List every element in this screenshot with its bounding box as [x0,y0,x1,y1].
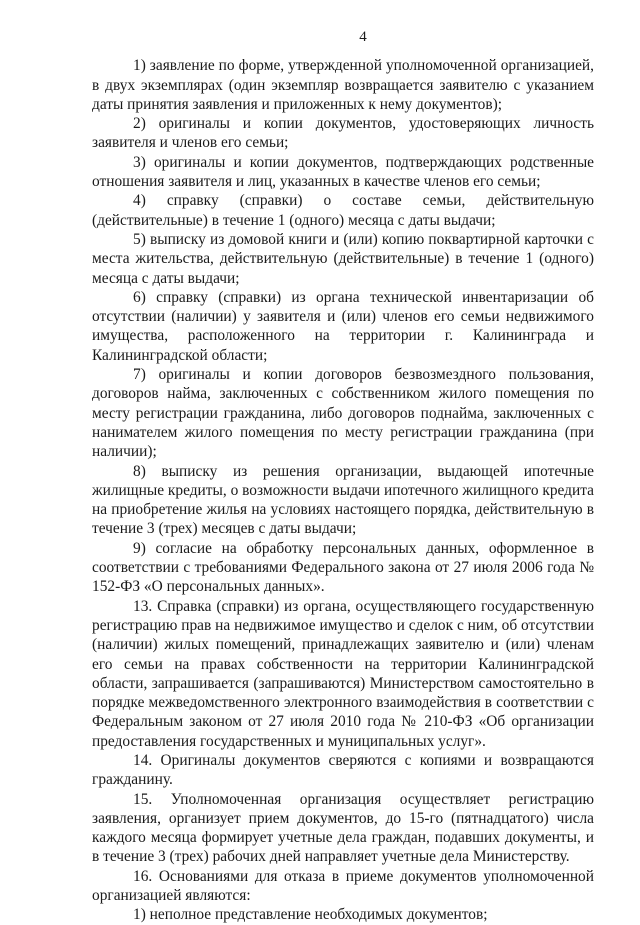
list-item-5: 5) выписку из домовой книги и (или) копию поквартирной карточки с места жительства, действительную (действительные) в течение 1 (одного) месяца с даты выдачи; [92,230,594,287]
clause-13: 13. Справка (справки) из органа, осуществляющего государственную регистрацию прав на недвижимое имущество и сделок с ним, об отсутствии (наличии) жилых помещений, принадлежащих заявителю и (или) членам его семьи на правах собственности на территории Калининградской области, запрашивается (запрашиваются) Министерством самостоятельно в порядке межведомственного электронного взаимодействия в соответствии с Федеральным законом от 27 июля 2010 года № 210-ФЗ «Об организации предоставления государственных и муниципальных услуг». [92,597,594,750]
list-item-6: 6) справку (справки) из органа технической инвентаризации об отсутствии (наличии) у заявителя и (или) членов его семьи недвижимого имущества, расположенного на территории г. Калининграда и Калининградской области; [92,288,594,364]
clause-14: 14. Оригиналы документов сверяются с копиями и возвращаются гражданину. [92,751,594,789]
clause-15: 15. Уполномоченная организация осуществляет регистрацию заявления, организует прием документов, до 15-го (пятнадцатого) числа каждого месяца формирует учетные дела граждан, подавших документы, и в течение 3 (трех) рабочих дней направляет учетные дела Министерству. [92,790,594,866]
list-item-8: 8) выписку из решения организации, выдающей ипотечные жилищные кредиты, о возможности выдачи ипотечного жилищного кредита на приобретение жилья на условиях настоящего порядка, действительную в течение 3 (трех) месяцев с даты выдачи; [92,462,594,538]
list-item-2: 2) оригиналы и копии документов, удостоверяющих личность заявителя и членов его семьи; [92,115,594,152]
list-item-1: 1) заявление по форме, утвержденной уполномоченной организацией, в двух экземплярах (один экземпляр возвращается заявителю с указанием даты принятия заявления и приложенных к нему документов); [92,57,594,113]
list-item-7: 7) оригиналы и копии договоров безвозмездного пользования, договоров найма, заключенных с собственником жилого помещения по месту регистрации гражданина, либо договоров поднайма, заключенных с нанимателем жилого помещения по месту регистрации гражданина (при наличии); [92,366,594,461]
clause-16: 16. Основаниями для отказа в приеме документов уполномоченной организацией являются: [92,867,594,905]
list-item-9: 9) согласие на обработку персональных данных, оформленное в соответствии с требованиями Федерального закона от 27 июля 2006 года № 152-ФЗ «О персональных данных». [92,539,594,596]
clause-16-item-1: 1) неполное представление необходимых документов; [133,906,488,924]
list-item-3: 3) оригиналы и копии документов, подтверждающих родственные отношения заявителя и лиц, указанных в качестве членов его семьи; [92,153,594,191]
page-number: 4 [359,29,367,45]
list-item-4: 4) справку (справки) о составе семьи, действительную (действительные) в течение 1 (одного) месяца с даты выдачи; [92,192,594,229]
